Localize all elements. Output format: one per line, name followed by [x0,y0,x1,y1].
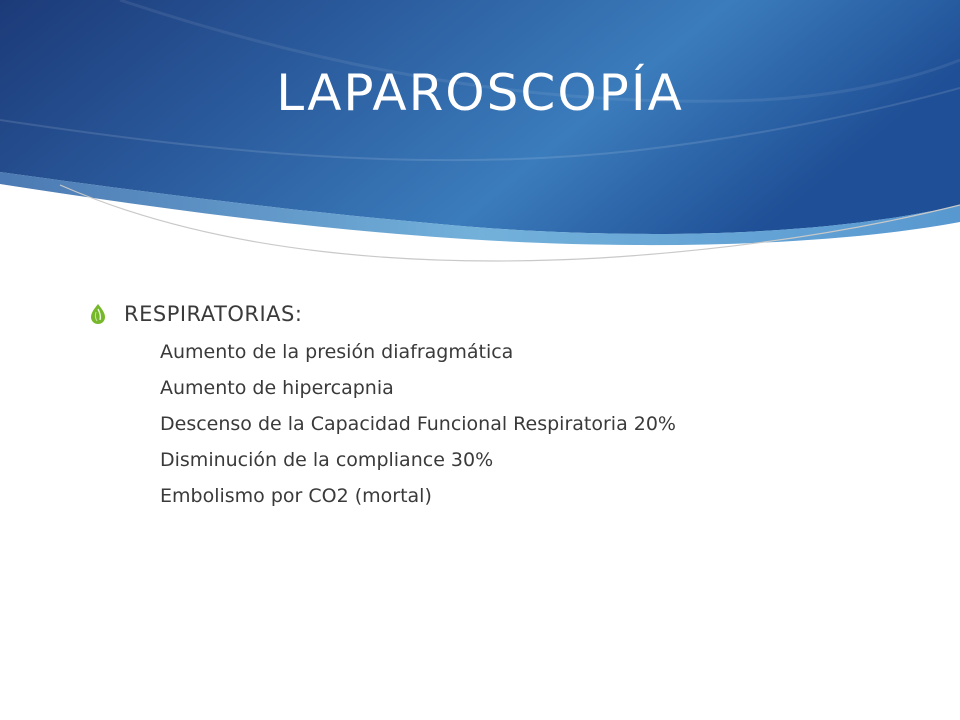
bullet-item [90,294,910,334]
leaf-bullet-icon [90,303,106,325]
sub-item-list [90,334,910,514]
list-item: Disminución de la compliance 30% [160,449,494,471]
header-wave-background [0,0,960,300]
list-item: Descenso de la Capacidad Funcional Respiratoria 20% [160,413,676,435]
slide-content [90,294,910,514]
list-item: Aumento de hipercapnia [160,377,394,399]
list-item: Aumento de la presión diafragmática [160,341,514,363]
list-item: Embolismo por CO2 (mortal) [160,485,432,507]
bullet-label: RESPIRATORIAS: [124,302,303,326]
slide-title: LAPAROSCOPÍA [276,64,684,122]
